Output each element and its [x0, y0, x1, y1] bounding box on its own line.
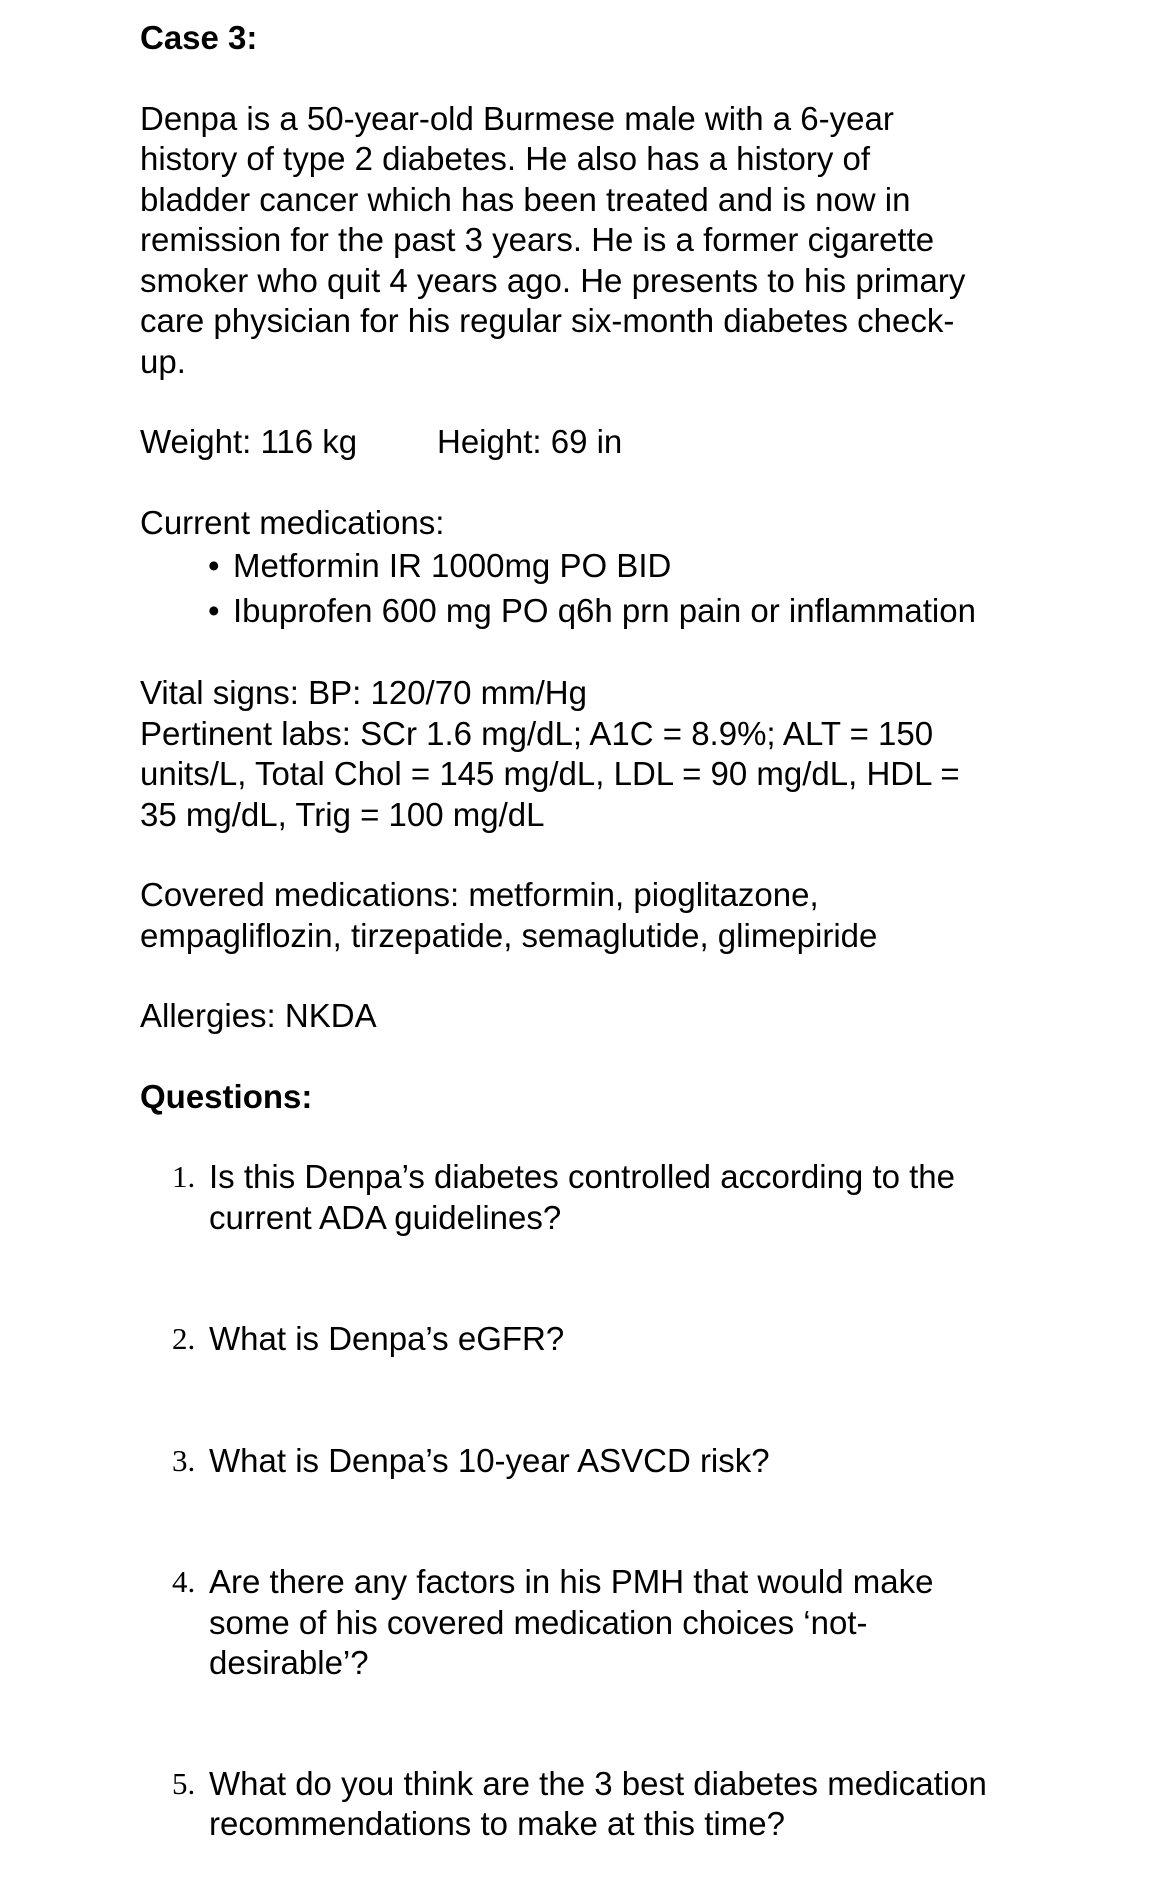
case-title: Case 3:	[140, 19, 258, 56]
medications-heading: Current medications:	[140, 503, 445, 541]
intro-line: care physician for his regular six-month diabetes check-	[140, 302, 955, 339]
question-number: 1.	[172, 1159, 196, 1194]
questions-heading: Questions:	[140, 1077, 313, 1115]
case-intro-paragraph	[140, 99, 1040, 383]
question-line: desirable’?	[209, 1644, 369, 1681]
question-line: Is this Denpa’s diabetes controlled according to the	[209, 1158, 956, 1195]
weight-height-row	[140, 422, 1040, 463]
medication-text: Ibuprofen 600 mg PO q6h prn pain or inflammation	[233, 592, 976, 629]
question-line: current ADA guidelines?	[209, 1198, 562, 1236]
medication-item	[208, 588, 1040, 633]
intro-line: smoker who quit 4 years ago. He presents to his primary	[140, 261, 966, 299]
question-item	[140, 1441, 1040, 1482]
question-number: 3.	[172, 1442, 196, 1478]
question-item	[140, 1764, 1040, 1845]
medication-item	[208, 543, 1040, 588]
question-number: 5.	[172, 1765, 196, 1801]
questions-list	[140, 1157, 1040, 1845]
question-item	[140, 1157, 1040, 1238]
intro-line: bladder cancer which has been treated and is now in	[140, 180, 911, 218]
question-line: What is Denpa’s 10-year ASVCD risk?	[209, 1441, 770, 1479]
question-line: recommendations to make at this time?	[209, 1805, 785, 1842]
vitals-labs-paragraph	[140, 673, 1040, 835]
question-line: What do you think are the 3 best diabetes medication	[209, 1764, 987, 1802]
bullet-icon: •	[208, 592, 220, 629]
question-number: 4.	[172, 1564, 196, 1599]
medications-list	[140, 543, 1040, 633]
question-line: What is Denpa’s eGFR?	[209, 1320, 565, 1357]
labs-line: units/L, Total Chol = 145 mg/dL, LDL = 90 mg/dL, HDL =	[140, 755, 960, 792]
question-item	[140, 1562, 1040, 1684]
covered-line: empagliflozin, tirzepatide, semaglutide, glimepiride	[140, 916, 878, 954]
labs-line: Pertinent labs: SCr 1.6 mg/dL; A1C = 8.9%; ALT = 150	[140, 714, 934, 752]
medications-section	[140, 503, 1040, 634]
height-text: Height: 69 in	[437, 423, 623, 460]
intro-line: remission for the past 3 years. He is a former cigarette	[140, 221, 935, 258]
covered-medications-paragraph	[140, 875, 1040, 956]
intro-line: history of type 2 diabetes. He also has a history of	[140, 140, 871, 177]
intro-line: Denpa is a 50-year-old Burmese male with a 6-year	[140, 99, 894, 137]
allergies-text: Allergies: NKDA	[140, 997, 377, 1034]
weight-text: Weight: 116 kg	[140, 423, 358, 460]
question-line: Are there any factors in his PMH that would make	[209, 1563, 934, 1600]
intro-line: up.	[140, 342, 186, 380]
medication-text: Metformin IR 1000mg PO BID	[233, 547, 672, 584]
question-number: 2.	[172, 1321, 196, 1356]
question-line: some of his covered medication choices ‘not-	[209, 1603, 868, 1641]
question-item	[140, 1319, 1040, 1360]
vitals-line: Vital signs: BP: 120/70 mm/Hg	[140, 674, 587, 711]
covered-line: Covered medications: metformin, pioglitazone,	[140, 876, 819, 913]
labs-line: 35 mg/dL, Trig = 100 mg/dL	[140, 795, 545, 833]
bullet-icon: •	[208, 547, 220, 584]
case-document	[140, 18, 1040, 1845]
